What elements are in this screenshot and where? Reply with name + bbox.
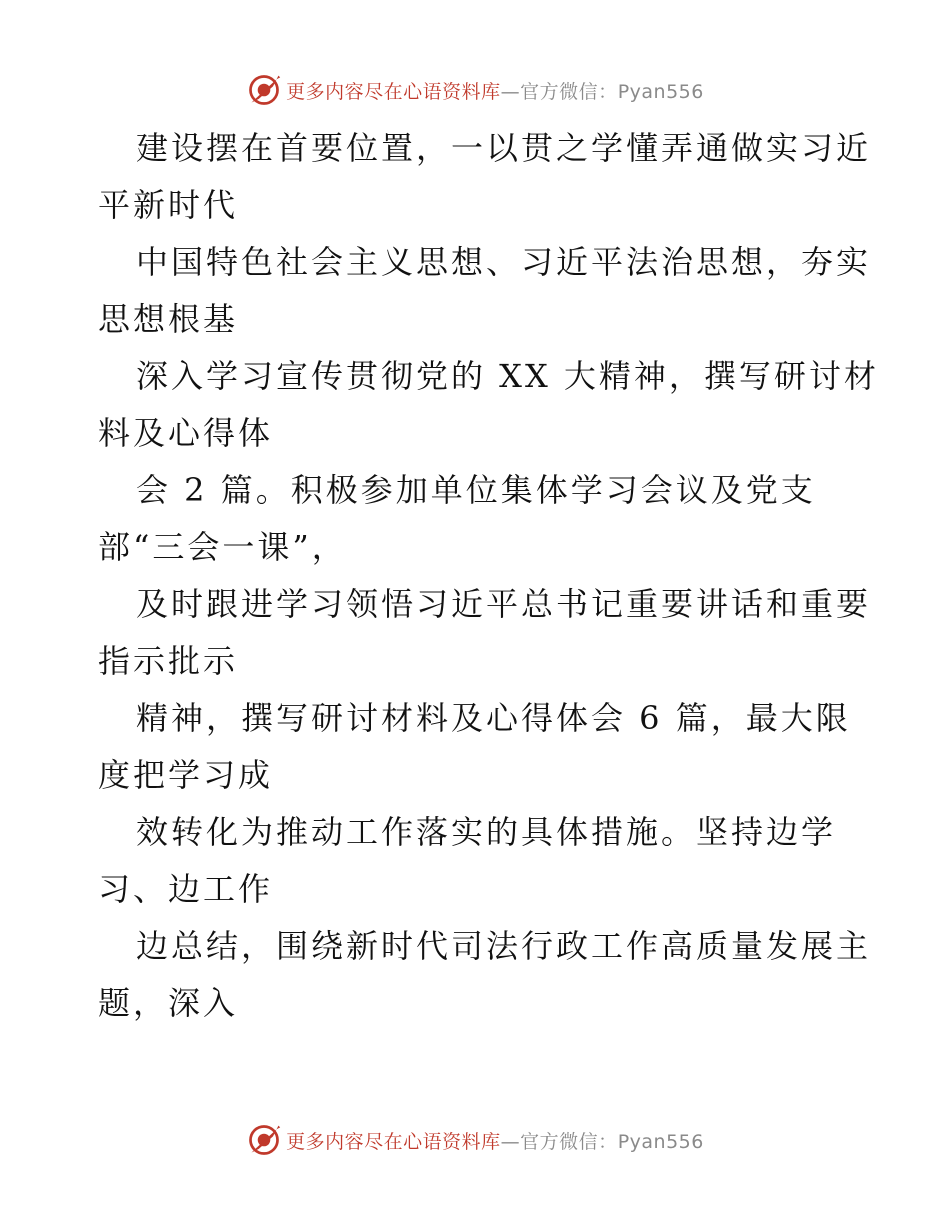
banner-wechat-id: Pyan556 [617,1130,704,1153]
paragraph-line: 习、边工作 [98,870,274,908]
banner-title: 更多内容尽在心语资料库 [286,1130,501,1153]
paragraph-line: 建设摆在首要位置，一以贯之学懂弄通做实习近 [136,129,872,167]
paragraph-line: 精神，撰写研讨材料及心得体会 6 篇，最大限 [136,699,851,737]
quill-logo-icon [246,1122,282,1158]
quill-logo-icon [246,72,282,108]
paragraph-line: 中国特色社会主义思想、习近平法治思想，夯实 [136,243,872,281]
header-watermark-banner [0,70,950,110]
paragraph-line: 边总结，围绕新时代司法行政工作高质量发展主 [136,927,872,965]
paragraph-line: 深入学习宣传贯彻党的 XX 大精神，撰写研讨材 [136,357,879,395]
document-body [98,120,879,1032]
paragraph-line: 会 2 篇。积极参加单位集体学习会议及党支 [136,471,816,509]
paragraph-line: 料及心得体 [98,414,274,452]
paragraph-line: 思想根基 [98,300,239,338]
banner-title: 更多内容尽在心语资料库 [286,80,501,103]
banner-wechat-label: —官方微信： [500,1130,618,1153]
banner-wechat-id: Pyan556 [617,80,704,103]
paragraph-line: 题，深入 [98,984,239,1022]
paragraph-line: 及时跟进学习领悟习近平总书记重要讲话和重要 [136,585,872,623]
paragraph-line: 平新时代 [98,186,239,224]
paragraph-line: 指示批示 [98,642,239,680]
paragraph-line: 效转化为推动工作落实的具体措施。坚持边学 [136,813,837,851]
banner-wechat-label: —官方微信： [500,80,618,103]
paragraph-line: 部“三会一课”， [98,528,347,566]
paragraph-line: 度把学习成 [98,756,274,794]
footer-watermark-banner [0,1120,950,1160]
